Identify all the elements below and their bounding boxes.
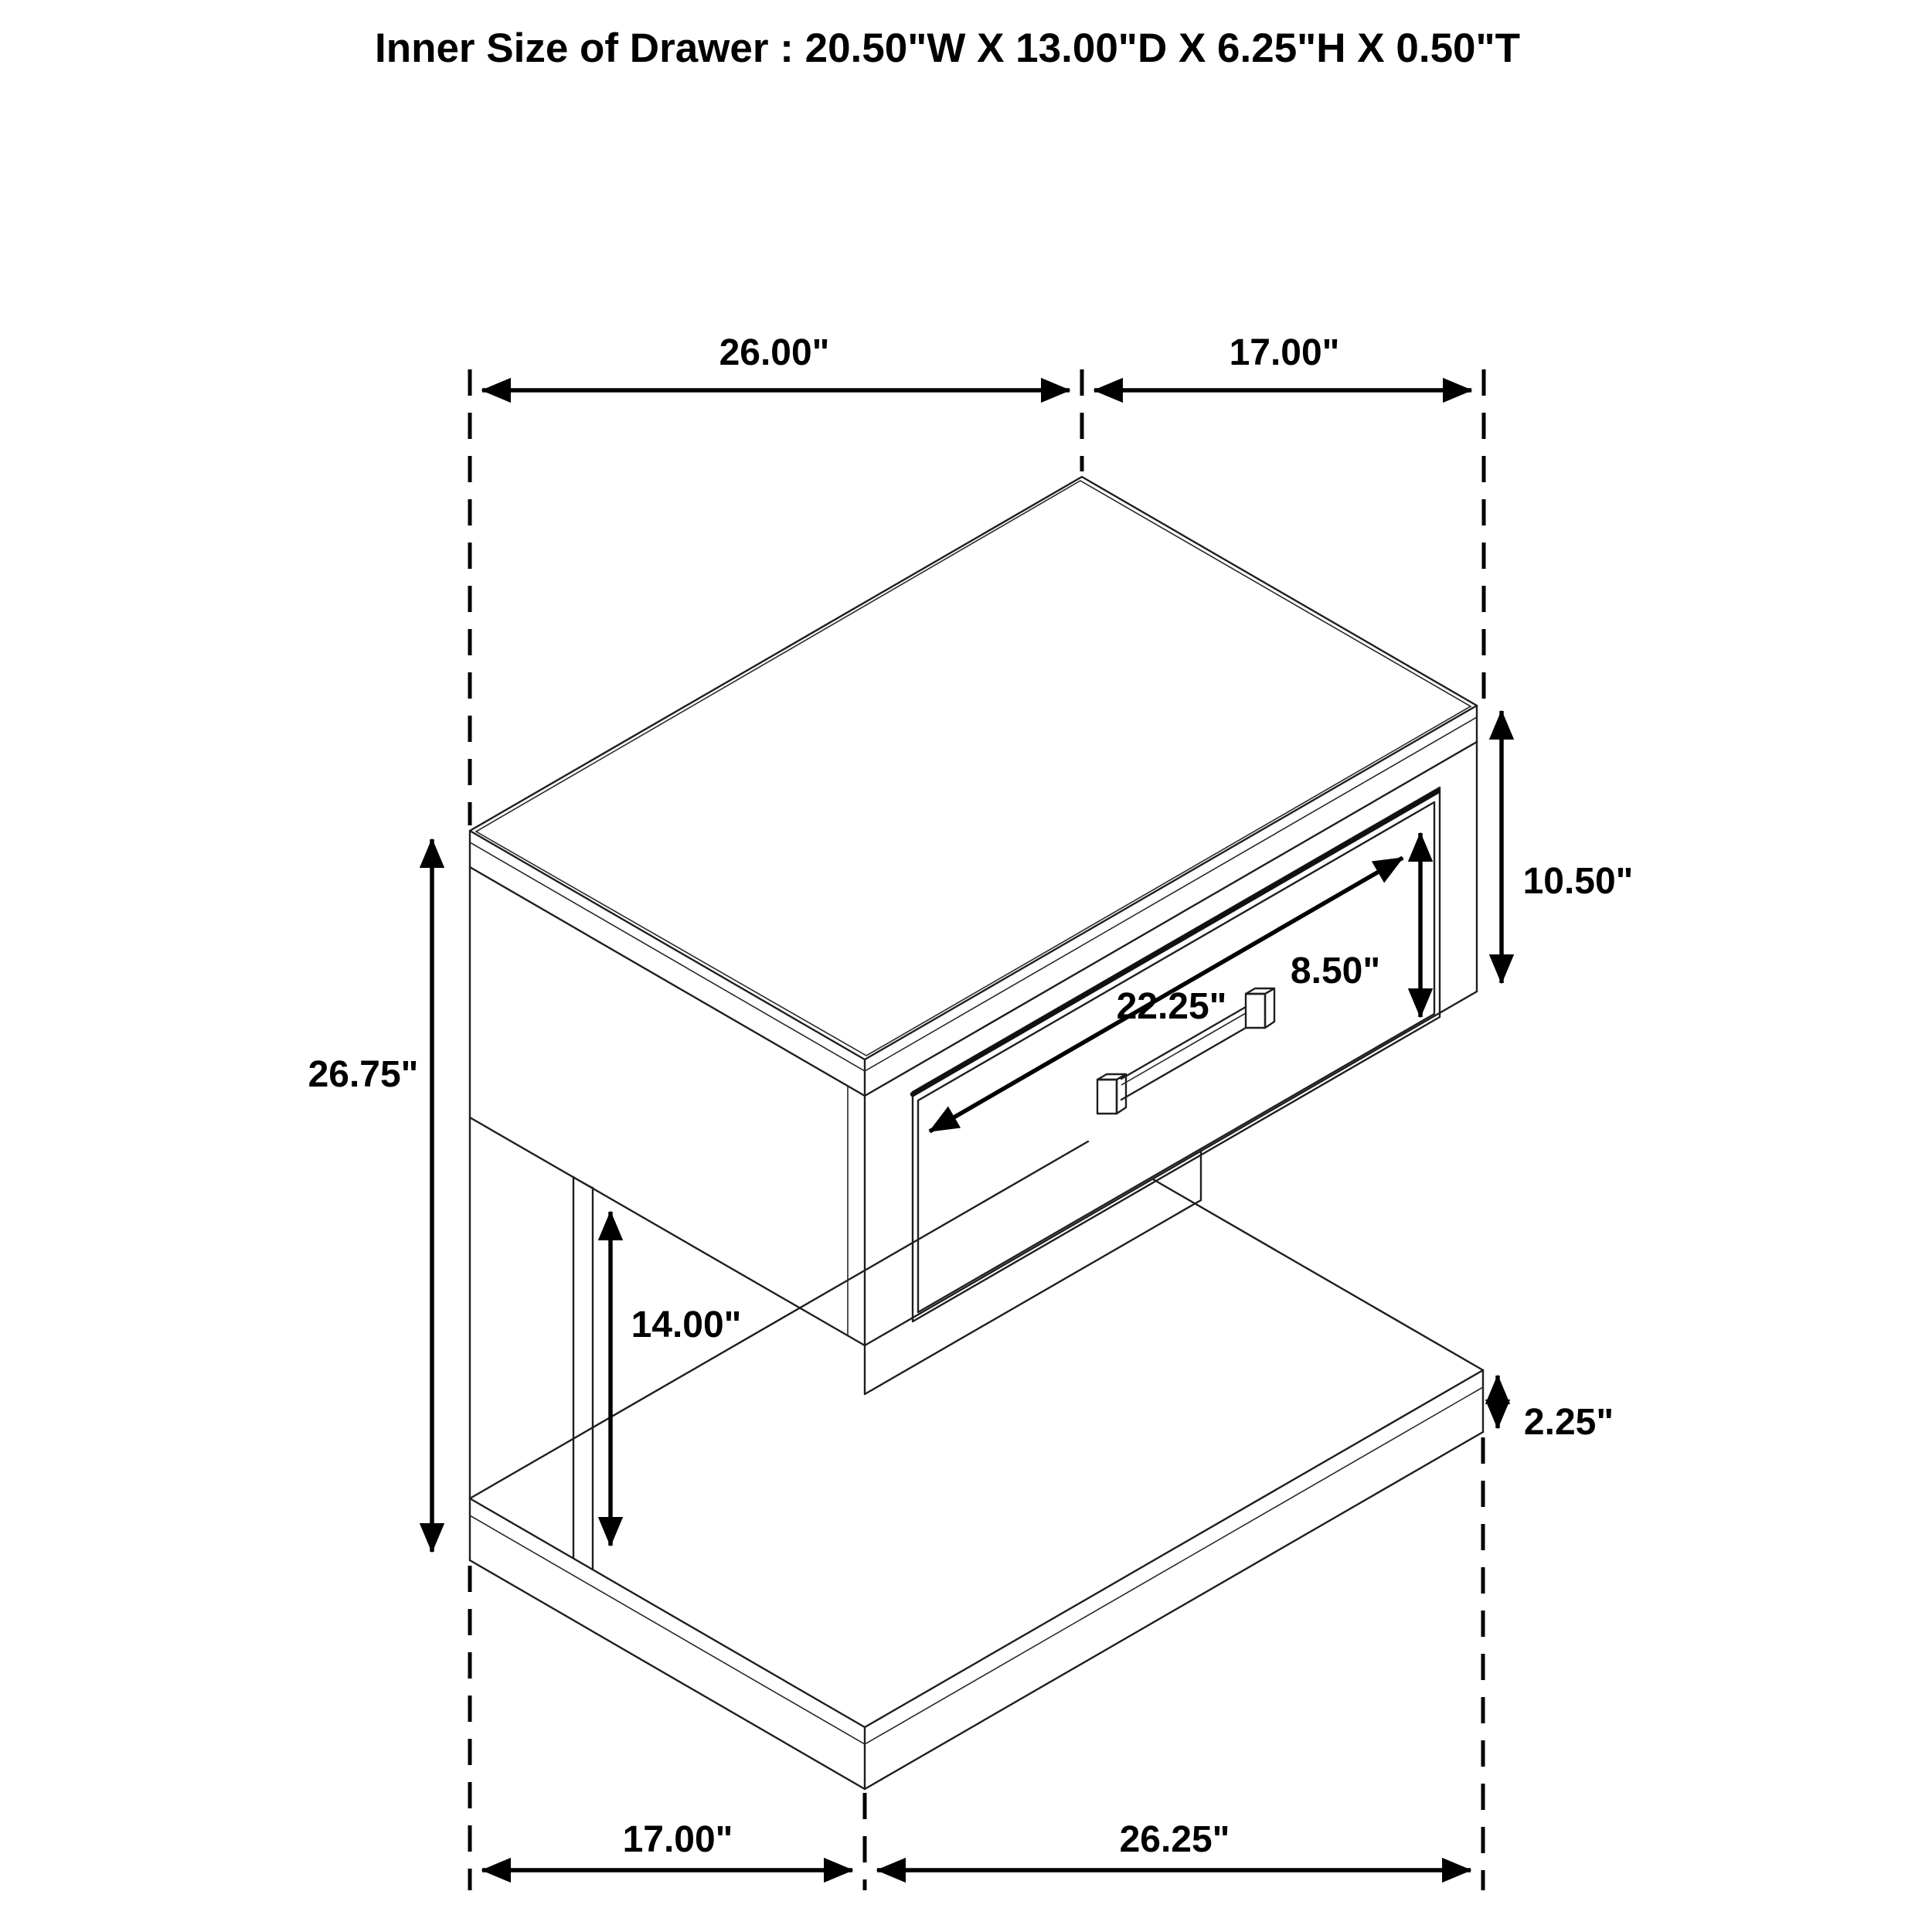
cabinet-top: [470, 477, 1477, 1096]
cabinet-bottom-front-edge: [865, 992, 1477, 1345]
label-shelf-clearance: 14.00": [631, 1304, 742, 1345]
label-drawer-width: 22.25": [1116, 986, 1227, 1027]
label-base-width: 26.25": [1119, 1819, 1230, 1860]
label-top-width: 26.00": [719, 332, 830, 373]
shelf-edge-hairline: [470, 1387, 1483, 1744]
handle-right-post-side: [1265, 988, 1274, 1028]
label-base-depth: 17.00": [622, 1819, 733, 1860]
dimension-arrows: [432, 390, 1502, 1870]
bottom-rail-lower-edge: [865, 1200, 1201, 1394]
base-shelf: [470, 1141, 1483, 1789]
shelf-top-outline: [470, 1141, 1483, 1727]
nightstand-drawing: [470, 477, 1483, 1789]
top-slab-mid-hairline: [470, 717, 1477, 1071]
handle-left-post-front: [1097, 1080, 1117, 1114]
label-cabinet-height: 10.50": [1522, 861, 1634, 902]
drawer: [913, 787, 1440, 1321]
dimension-labels: [308, 332, 1634, 1860]
handle-right-post-front: [1246, 994, 1265, 1028]
label-overall-height: 26.75": [308, 1054, 419, 1095]
handle-left-post-side: [1117, 1074, 1126, 1114]
label-drawer-face-height: 8.50": [1290, 951, 1381, 992]
drawer-opening-outline: [913, 787, 1440, 1321]
shelf-bottom-outline: [470, 1432, 1483, 1789]
label-base-thickness: 2.25": [1523, 1402, 1614, 1443]
page-title: Inner Size of Drawer : 20.50"W X 13.00"D X 6.25"H X 0.50"T: [374, 26, 1521, 71]
label-top-depth: 17.00": [1229, 332, 1340, 373]
shelf-back-right-edge: [1153, 1179, 1483, 1370]
handle-bar-bottom-edge: [1121, 1028, 1246, 1100]
support-panel: [470, 1117, 593, 1569]
